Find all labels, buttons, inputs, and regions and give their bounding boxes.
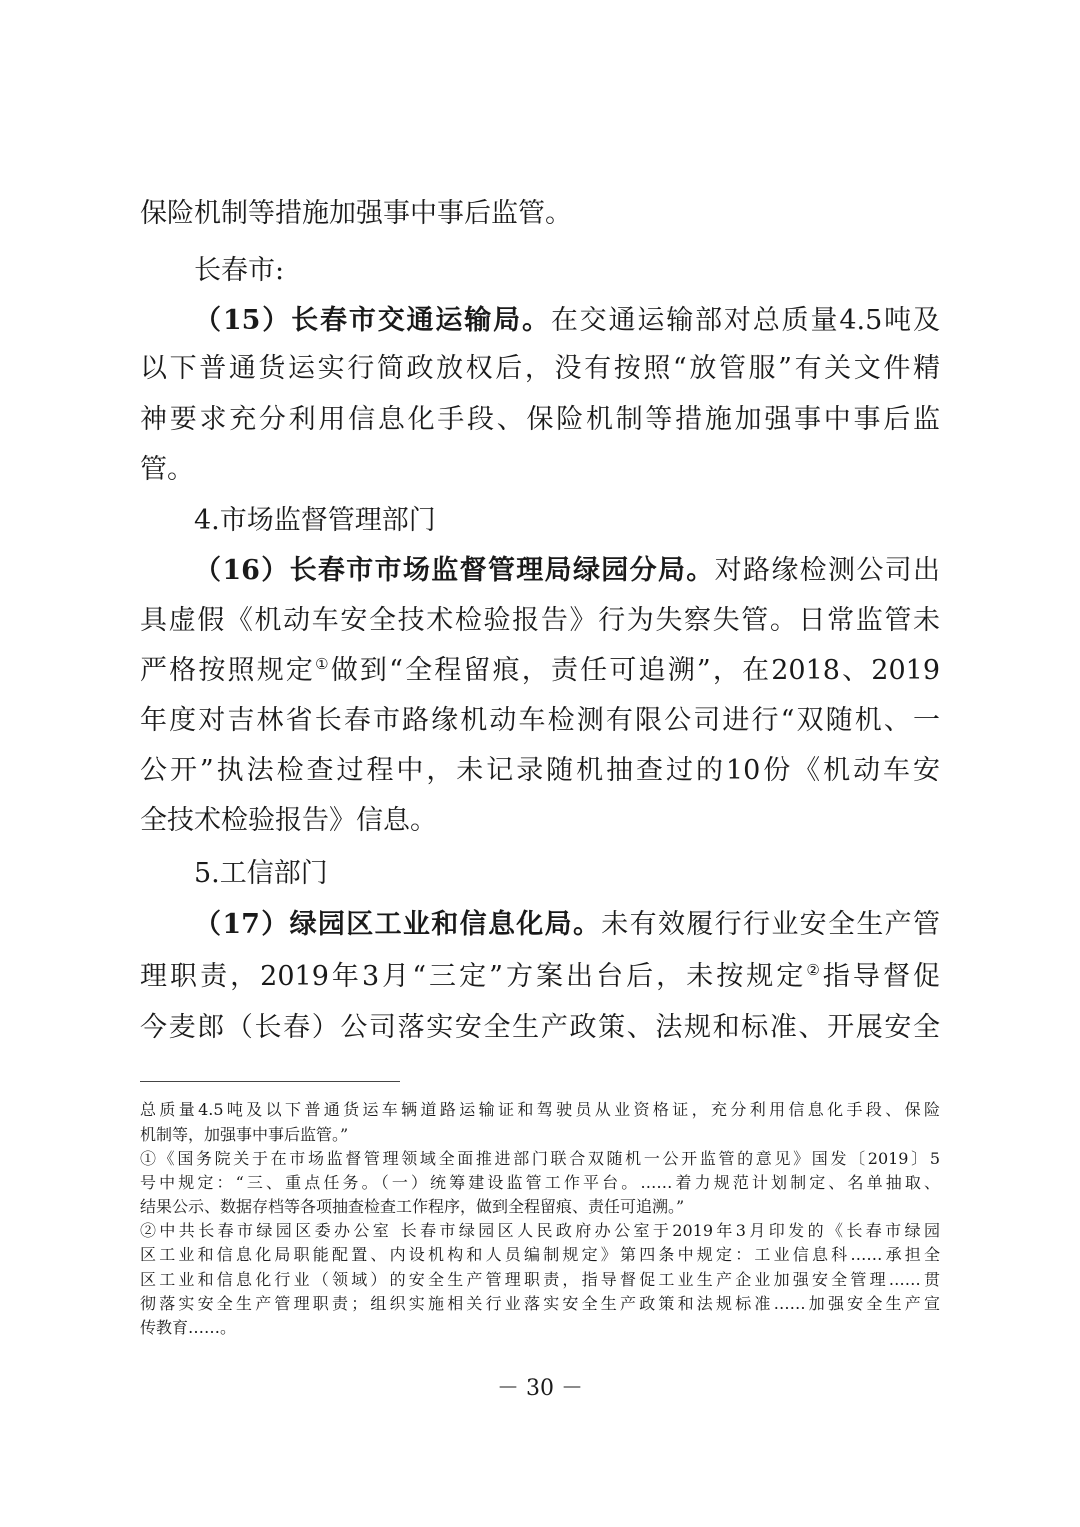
body-line-item16-2: 具虚假《机动车安全技术检验报告》行为失察失管。日常监管未: [140, 605, 940, 636]
footnote-ref-1: ①: [315, 655, 331, 673]
page-number: － 30 －: [497, 1376, 583, 1401]
footnote-line-4: 号中规定：“三、重点任务。（一）统筹建设监管工作平台。……着力规范计划制定、名单抽取、: [140, 1173, 940, 1192]
item-15-text: 在交通运输部对总质量4.5吨及: [550, 305, 940, 336]
item-16-line3-after: 做到“全程留痕，责任可追溯”，在2018、2019: [330, 655, 941, 686]
footnote-line-10: 传教育……。: [140, 1318, 237, 1337]
footnote-line-9: 彻落实安全生产管理职责；组织实施相关行业落实安全生产政策和法规标准……加强安全生产宣: [140, 1294, 940, 1313]
body-line-item15-3: 神要求充分利用信息化手段、保险机制等措施加强事中事后监: [140, 404, 940, 435]
item-15-first-line: [194, 303, 940, 339]
footnote-line-8: 区工业和信息化行业（领域）的安全生产管理职责，指导督促工业生产企业加强安全管理……贯: [140, 1270, 940, 1289]
item-16-line3-before: 严格按照规定: [140, 655, 316, 686]
item-17-line2-before: 理职责，2019年3月“三定”方案出台后，未按规定: [140, 961, 807, 992]
body-line-item15-4: 管。: [140, 454, 194, 485]
footnote-divider: [140, 1081, 400, 1082]
section-heading-market-supervision: 4.市场监督管理部门: [194, 505, 436, 536]
section-heading-changchun: 长春市:: [194, 255, 285, 286]
footnote-ref-2: ②: [806, 961, 823, 979]
body-line-item16-6: 全技术检验报告》信息。: [140, 805, 437, 836]
item-15-heading: （15）长春市交通运输局。: [194, 305, 551, 336]
item-17-text: 未有效履行行业安全生产管: [601, 909, 941, 940]
footnote-line-3: ①《国务院关于在市场监督管理领域全面推进部门联合双随机一公开监管的意见》国发〔2019〕5: [140, 1149, 940, 1168]
footnote-line-6: ②中共长春市绿园区委办公室 长春市绿园区人民政府办公室于2019年3月印发的《长春市绿园: [140, 1221, 940, 1240]
body-line-item15-2: 以下普通货运实行简政放权后，没有按照“放管服”有关文件精: [140, 353, 940, 384]
item-16-first-line: [194, 553, 940, 589]
body-line-1: 保险机制等措施加强事中事后监管。: [140, 198, 572, 229]
section-heading-industry-info: 5.工信部门: [194, 858, 328, 889]
body-line-item16-4: 年度对吉林省长春市路缘机动车检测有限公司进行“双随机、一: [140, 705, 940, 736]
footnote-line-1: 总质量4.5吨及以下普通货运车辆道路运输证和驾驶员从业资格证，充分利用信息化手段、保险: [140, 1100, 940, 1119]
footnote-line-5: 结果公示、数据存档等各项抽查检查工作程序，做到全程留痕、责任可追溯。”: [140, 1197, 685, 1216]
footnote-line-7: 区工业和信息化局职能配置、内设机构和人员编制规定》第四条中规定：工业信息科……承担全: [140, 1245, 940, 1264]
body-line-item17-2: [140, 959, 940, 995]
item-17-heading: （17）绿园区工业和信息化局。: [194, 909, 602, 940]
body-line-item16-3: [140, 653, 940, 689]
body-line-item17-3: 今麦郎（长春）公司落实安全生产政策、法规和标准、开展安全: [140, 1012, 940, 1043]
item-17-first-line: [194, 907, 940, 943]
item-17-line2-after: 指导督促: [822, 961, 941, 992]
footnote-line-2: 机制等，加强事中事后监管。”: [140, 1125, 349, 1144]
item-16-heading: （16）长春市市场监督管理局绿园分局。: [194, 555, 715, 586]
body-line-item16-5: 公开”执法检查过程中，未记录随机抽查过的10份《机动车安: [140, 755, 940, 786]
item-16-text: 对路缘检测公司出: [714, 555, 940, 586]
